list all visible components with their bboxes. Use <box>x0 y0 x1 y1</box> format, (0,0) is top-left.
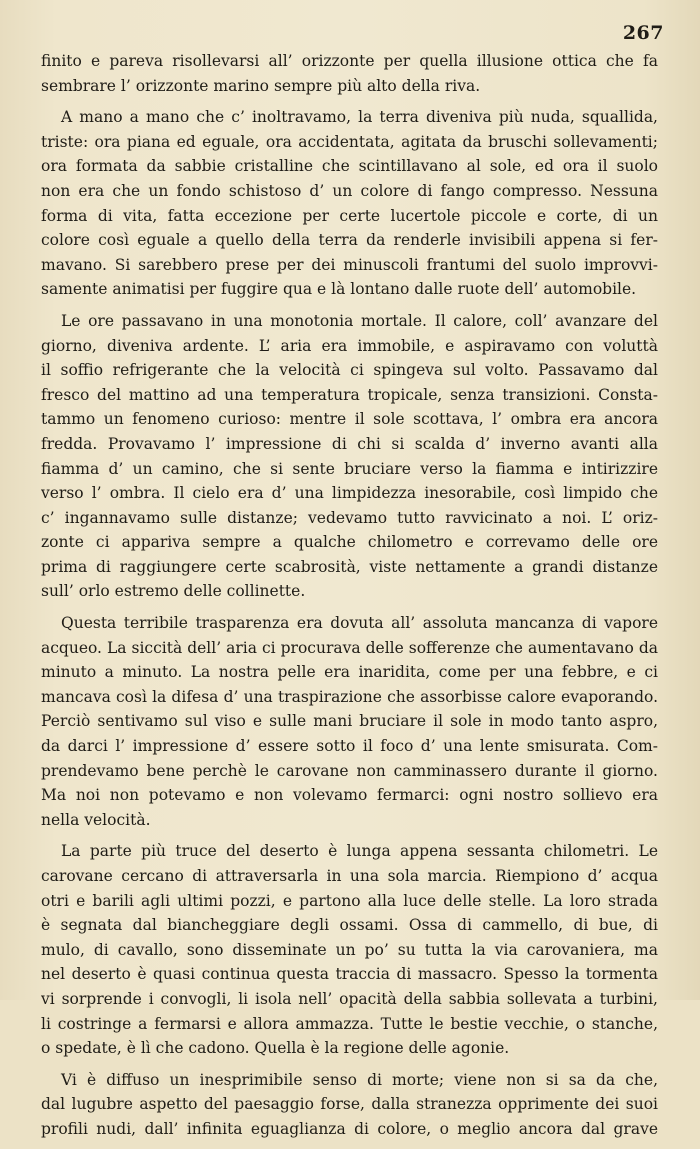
text-line: acqueo. La siccità dell’ aria ci procurava delle sofferenze che aumentavano da <box>41 638 658 657</box>
text-line: mavano. Si sarebbero prese per dei minuscoli frantumi del suolo improvvi- <box>41 255 658 274</box>
text-line: c’ ingannavamo sulle distanze; vedevamo tutto ravvicinato a noi. L’ oriz- <box>41 508 658 527</box>
paragraph <box>41 611 658 832</box>
text-line: otri e barili agli ultimi pozzi, e partono alla luce delle stelle. La loro strada <box>41 891 658 910</box>
text-line: ora formata da sabbie cristalline che scintillavano al sole, ed ora il suolo <box>41 157 658 176</box>
paragraph <box>41 49 658 98</box>
text-line: vi sorprende i convogli, li isola nell’ opacità della sabbia sollevata a turbini, <box>41 989 658 1008</box>
text-line: nel deserto è quasi continua questa traccia di massacro. Spesso la tormenta <box>41 965 658 984</box>
text-line: non era che un fondo schistoso d’ un colore di fango compresso. Nessuna <box>41 181 658 200</box>
text-line: fiamma d’ un camino, che si sente bruciare verso la fiamma e intirizzire <box>41 459 658 478</box>
text-line: mulo, di cavallo, sono disseminate un po’ su tutta la via carovaniera, ma <box>41 940 658 959</box>
paragraph <box>41 309 658 604</box>
text-line: finito e pareva risollevarsi all’ orizzonte per quella illusione ottica che fa <box>41 52 658 70</box>
text-line: Questa terribile trasparenza era dovuta all’ assoluta mancanza di vapore <box>61 614 658 633</box>
text-line: Ma noi non potevamo e non volevamo fermarci: ogni nostro sollievo era <box>41 786 658 805</box>
text-line: zonte ci appariva sempre a qualche chilometro e correvamo delle ore <box>41 533 658 552</box>
text-line: minuto a minuto. La nostra pelle era inaridita, come per una febbre, e ci <box>41 663 658 682</box>
text-line: li costringe a fermarsi e allora ammazza. Tutte le bestie vecchie, o stanche, <box>41 1014 658 1033</box>
page-number: 267 <box>622 22 664 44</box>
text-line: profili nudi, dall’ infinita eguaglianza di colore, o meglio ancora dal grave <box>41 1119 658 1138</box>
paragraph <box>41 839 658 1060</box>
text-line: samente animatisi per fuggire qua e là lontano dalle ruote dell’ automobile. <box>41 280 637 299</box>
text-line: prima di raggiungere certe scabrosità, viste nettamente a grandi distanze <box>41 557 658 576</box>
text-line: Perciò sentivamo sul viso e sulle mani bruciare il sole in modo tanto aspro, <box>41 712 658 731</box>
text-line: triste: ora piana ed eguale, ora accidentata, agitata da bruschi sollevamenti; <box>41 132 658 151</box>
text-line: prendevamo bene perchè le carovane non camminassero durante il giorno. <box>41 761 658 780</box>
text-line: il soffio refrigerante che la velocità ci spingeva sul volto. Passavamo dal <box>41 361 658 380</box>
text-line: da darci l’ impressione d’ essere sotto il foco d’ una lente smisurata. Com- <box>41 737 658 756</box>
paragraph <box>41 1068 658 1142</box>
text-line: carovane cercano di attraversarla in una sola marcia. Riempiono d’ acqua <box>41 867 658 885</box>
body-text <box>41 49 658 1149</box>
text-line: forma di vita, fatta eccezione per certe lucertole piccole e corte, di un <box>41 206 658 225</box>
text-line: fredda. Provavamo l’ impressione di chi si scalda d’ inverno avanti alla <box>41 434 658 453</box>
text-line: dal lugubre aspetto del paesaggio forse, dalla stranezza opprimente dei suoi <box>41 1095 658 1114</box>
paragraph <box>41 105 658 302</box>
text-line: A mano a mano che c’ inoltravamo, la terra diveniva più nuda, squallida, <box>61 108 658 127</box>
text-line: nella velocità. <box>41 810 151 829</box>
text-line: sull’ orlo estremo delle collinette. <box>41 582 306 601</box>
text-line: La parte più truce del deserto è lunga appena sessanta chilometri. Le <box>61 842 658 861</box>
text-line: fresco del mattino ad una temperatura tropicale, senza transizioni. Consta- <box>41 385 658 404</box>
text-line: giorno, diveniva ardente. L’ aria era immobile, e aspiravamo con voluttà <box>41 336 658 355</box>
text-line: colore così eguale a quello della terra da renderle invisibili appena si fer- <box>41 231 658 250</box>
text-line: o spedate, è lì che cadono. Quella è la regione delle agonie. <box>41 1039 510 1058</box>
text-line: tammo un fenomeno curioso: mentre il sole scottava, l’ ombra era ancora <box>41 410 658 429</box>
text-line: verso l’ ombra. Il cielo era d’ una limpidezza inesorabile, così limpido che <box>41 484 658 503</box>
text-line: Le ore passavano in una monotonia mortale. Il calore, coll’ avanzare del <box>61 311 658 330</box>
text-line: Vi è diffuso un inesprimibile senso di morte; viene non si sa da che, <box>61 1070 658 1089</box>
text-line: è segnata dal biancheggiare degli ossami. Ossa di cammello, di bue, di <box>41 916 658 935</box>
text-line: mancava così la difesa d’ una traspirazione che assorbisse calore evaporando. <box>41 687 658 706</box>
text-line: sembrare l’ orizzonte marino sempre più alto della riva. <box>41 76 481 95</box>
